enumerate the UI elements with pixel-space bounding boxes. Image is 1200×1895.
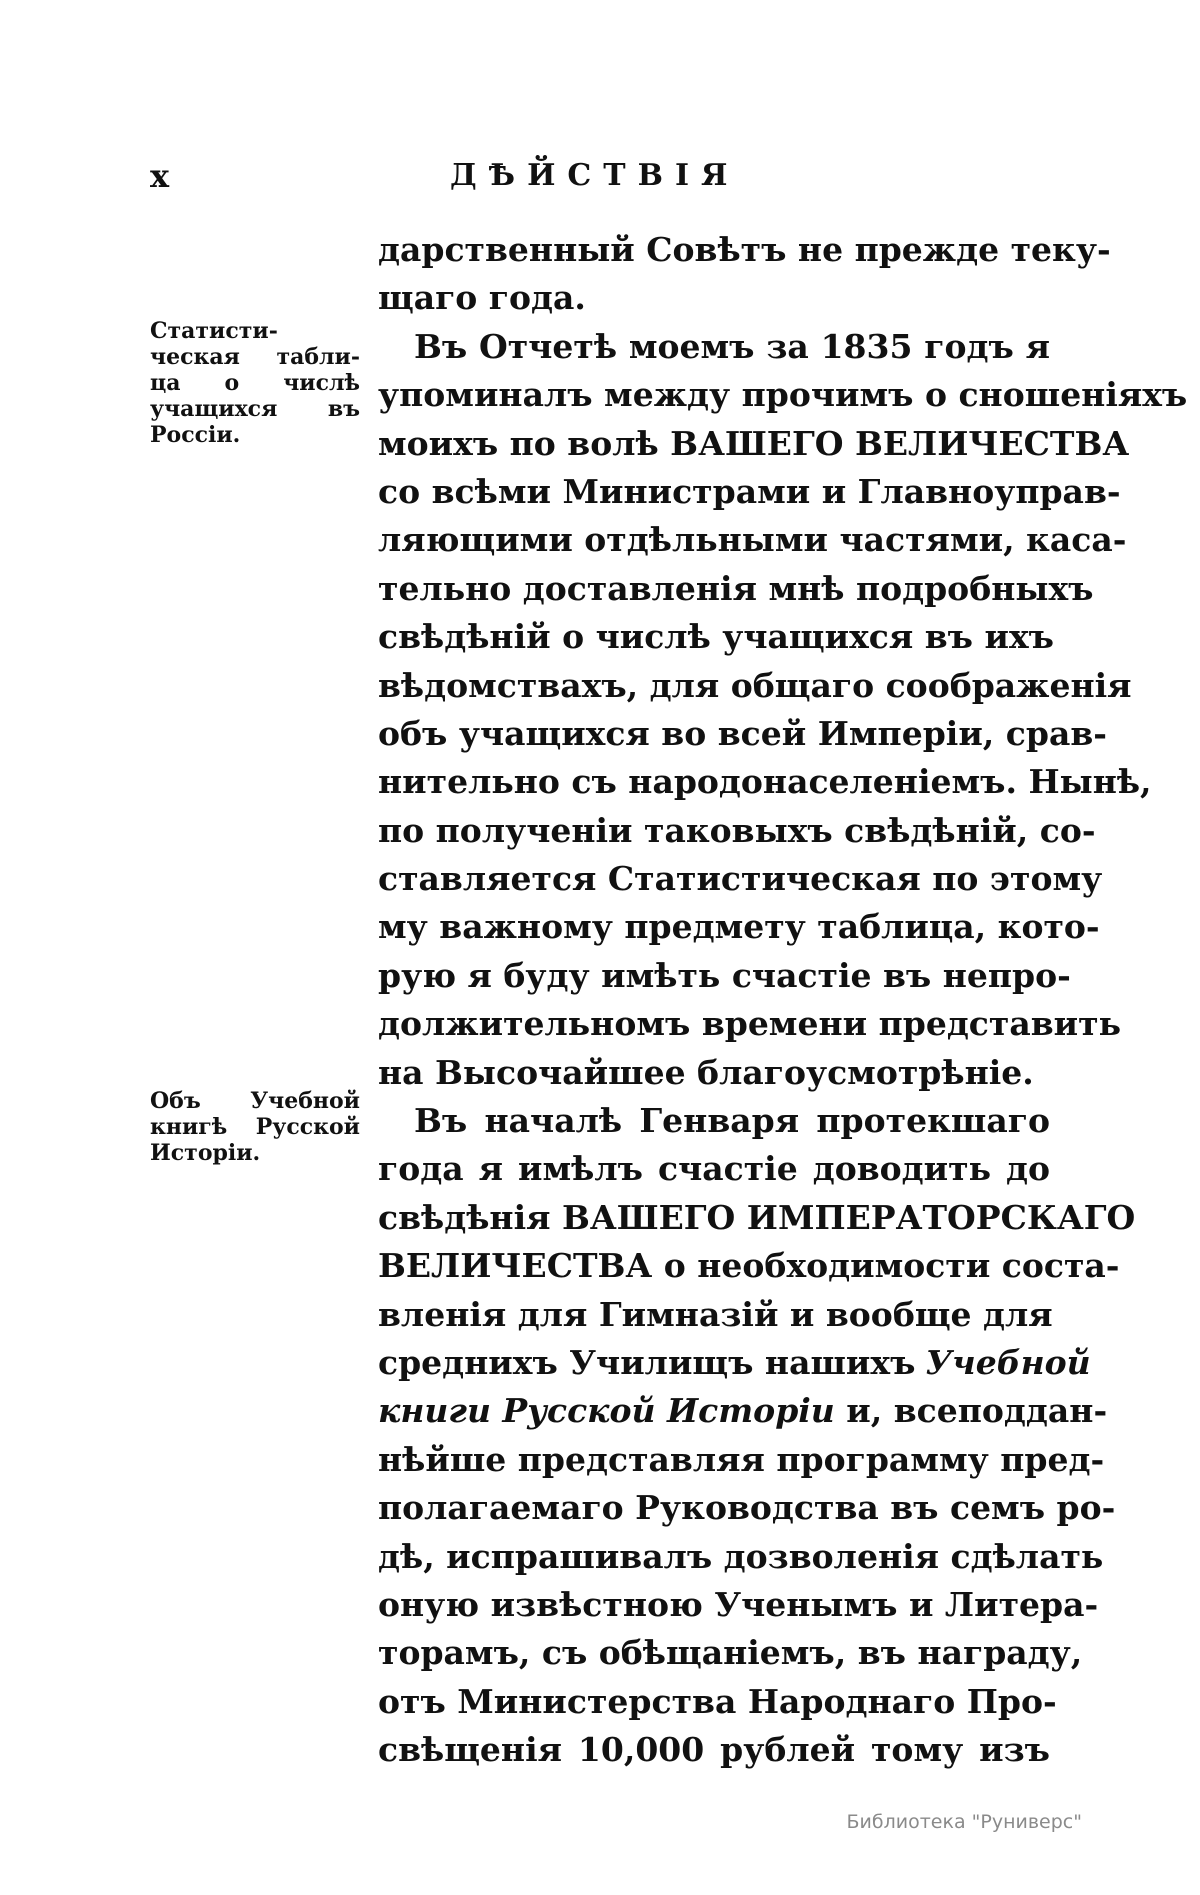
body-line: моихъ по волѣ ВАШЕГО ВЕЛИЧЕСТВА <box>378 423 1130 463</box>
library-watermark: Библиотека "Руниверс" <box>846 1811 1082 1833</box>
margin-note-line: книгѣ Русской <box>150 1114 360 1140</box>
body-line: свѣдѣній о числѣ учащихся въ ихъ <box>378 617 1054 657</box>
body-line: вѣдомствахъ, для общаго соображенія <box>378 665 1132 705</box>
margin-note-line: учащихся въ <box>150 396 360 422</box>
body-line: вленія для Гимназій и вообще для <box>378 1294 1053 1334</box>
italic-fragment: Учебной <box>925 1342 1091 1382</box>
body-line: на Высочайшее благоусмотрѣніе. <box>378 1052 1034 1092</box>
body-line: Въ началѣ Генваря протекшаго <box>414 1101 1050 1141</box>
body-line: оную извѣстною Ученымъ и Литера- <box>378 1584 1099 1624</box>
body-line: дарственный Совѣтъ не прежде теку- <box>378 230 1111 269</box>
body-line: торамъ, съ обѣщаніемъ, въ награду, <box>378 1633 1083 1673</box>
running-head <box>150 152 1050 200</box>
body-line: объ учащихся во всей Имперіи, срав- <box>378 713 1107 753</box>
margin-note-line: Исторіи. <box>150 1140 261 1166</box>
body-line-text: среднихъ Училищъ нашихъ <box>378 1342 916 1382</box>
body-line: по полученіи таковыхъ свѣдѣній, со- <box>378 810 1096 850</box>
body-line: тельно доставленія мнѣ подробныхъ <box>378 568 1094 608</box>
body-line: Въ Отчетѣ моемъ за 1835 годъ я <box>414 326 1050 366</box>
body-line: должительномъ времени представить <box>378 1004 1121 1044</box>
body-line: рую я буду имѣть счастіе въ непро- <box>378 955 1071 995</box>
body-line: отъ Министерства Народнаго Про- <box>378 1681 1057 1721</box>
margin-note-line: Статисти- <box>150 318 278 344</box>
margin-note-line: ческая табли- <box>150 344 360 370</box>
body-line: щаго года. <box>378 278 586 318</box>
running-title: ДѢЙСТВІЯ <box>450 158 740 193</box>
body-line: нительно съ народонаселеніемъ. Нынѣ, <box>378 762 1152 802</box>
body-line: со всѣми Министрами и Главноуправ- <box>378 471 1121 511</box>
body-line: года я имѣлъ счастіе доводить до <box>378 1149 1050 1189</box>
margin-note-history-book <box>150 1088 360 1166</box>
margin-note-line: Объ Учебной <box>150 1088 360 1114</box>
body-line: му важному предмету таблица, кото- <box>378 907 1100 947</box>
body-line: книги Русской Исторіи и, всеподдан- <box>378 1391 1108 1431</box>
main-text-column <box>378 226 1188 1775</box>
body-line: полагаемаго Руководства въ семъ ро- <box>378 1488 1116 1528</box>
margin-note-statistics <box>150 318 360 448</box>
italic-fragment: книги Русской Исторіи <box>378 1391 835 1431</box>
margin-note-line: ца о числѣ <box>150 370 360 396</box>
body-line <box>378 1339 1091 1387</box>
body-line: нѣйше представляя программу пред- <box>378 1439 1105 1479</box>
body-line: ВЕЛИЧЕСТВА о необходимости соста- <box>378 1246 1120 1286</box>
body-line: упоминалъ между прочимъ о сношеніяхъ <box>378 375 1188 415</box>
page-number: x <box>150 157 170 195</box>
body-line: ляющими отдѣльными частями, каса- <box>378 520 1127 560</box>
body-line: свѣщенія 10,000 рублей тому изъ <box>378 1730 1050 1770</box>
margin-note-line: Россіи. <box>150 422 241 448</box>
body-line: ставляется Статистическая по этому <box>378 859 1103 899</box>
body-line: дѣ, испрашивалъ дозволенія сдѣлать <box>378 1536 1104 1576</box>
body-line: свѣдѣнія ВАШЕГО ИМПЕРАТОРСКАГО <box>378 1197 1136 1237</box>
